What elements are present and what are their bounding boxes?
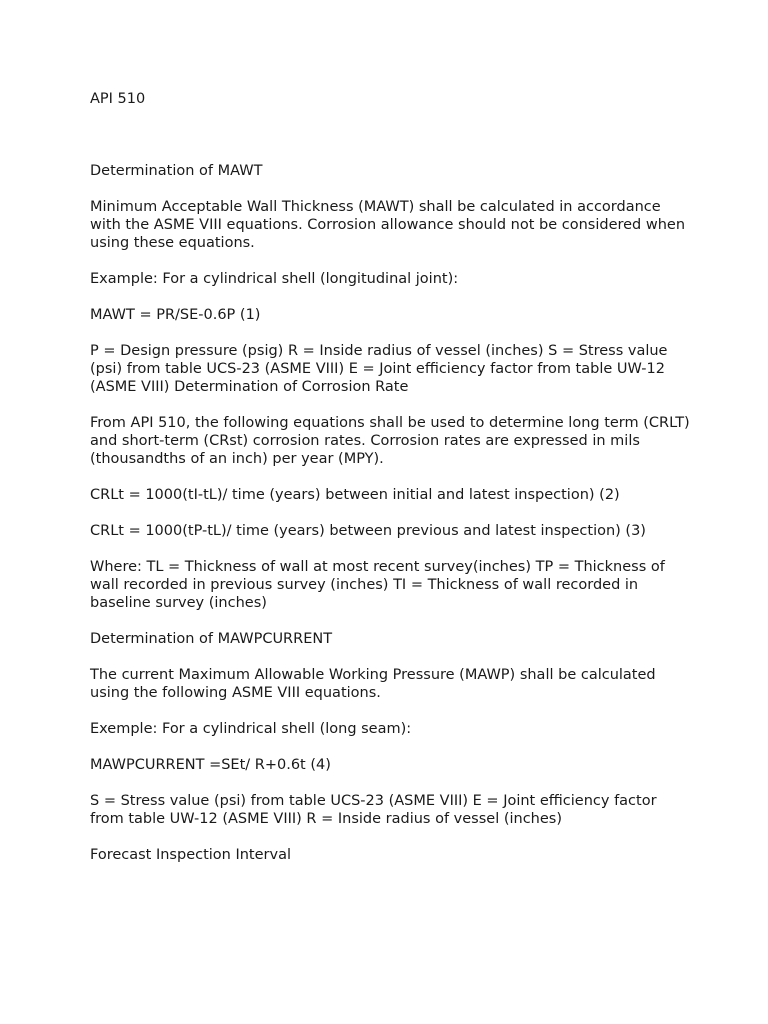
equation-crlt-short-term: CRLt = 1000(tP-tL)/ time (years) between previous and latest inspection) (3) xyxy=(90,523,646,539)
heading-determination-of-mawpcurrent: Determination of MAWPCURRENT xyxy=(90,631,333,647)
paragraph-mawt-definition: Minimum Acceptable Wall Thickness (MAWT) shall be calculated in accordance with the ASME VIII equations. Corrosion allowance should not be considered when using these equations. xyxy=(90,199,686,251)
paragraph-stress-definitions: S = Stress value (psi) from table UCS-23 (ASME VIII) E = Joint efficiency factor from table UW-12 (ASME VIII) R = Inside radius of vessel (inches) xyxy=(90,793,657,827)
paragraph-mawp-definition: The current Maximum Allowable Working Pressure (MAWP) shall be calculated using the following ASME VIII equations. xyxy=(90,667,656,701)
paragraph-corrosion-rates: From API 510, the following equations shall be used to determine long term (CRLT) and short-term (CRst) corrosion rates. Corrosion rates are expressed in mils (thousandths of an inch) per year (MPY). xyxy=(90,415,690,467)
paragraph-example-long-seam: Exemple: For a cylindrical shell (long seam): xyxy=(90,721,412,737)
equation-crlt-long-term: CRLt = 1000(tI-tL)/ time (years) between initial and latest inspection) (2) xyxy=(90,487,620,503)
paragraph-thickness-definitions: Where: TL = Thickness of wall at most recent survey(inches) TP = Thickness of wall recorded in previous survey (inches) TI = Thickness of wall recorded in baseline survey (inches) xyxy=(90,559,665,611)
equation-mawt: MAWT = PR/SE-0.6P (1) xyxy=(90,307,261,323)
paragraph-example-cylindrical-shell: Example: For a cylindrical shell (longitudinal joint): xyxy=(90,271,459,287)
document-title: API 510 xyxy=(90,91,146,107)
equation-mawpcurrent: MAWPCURRENT =SEt/ R+0.6t (4) xyxy=(90,757,331,773)
heading-forecast-inspection-interval: Forecast Inspection Interval xyxy=(90,847,291,863)
heading-determination-of-mawt: Determination of MAWT xyxy=(90,163,263,179)
paragraph-variable-definitions: P = Design pressure (psig) R = Inside radius of vessel (inches) S = Stress value (psi) from table UCS-23 (ASME VIII) E = Joint efficiency factor from table UW-12 (ASME VIII) Determination of Corrosion Rate xyxy=(90,343,668,395)
document-page xyxy=(90,90,690,882)
